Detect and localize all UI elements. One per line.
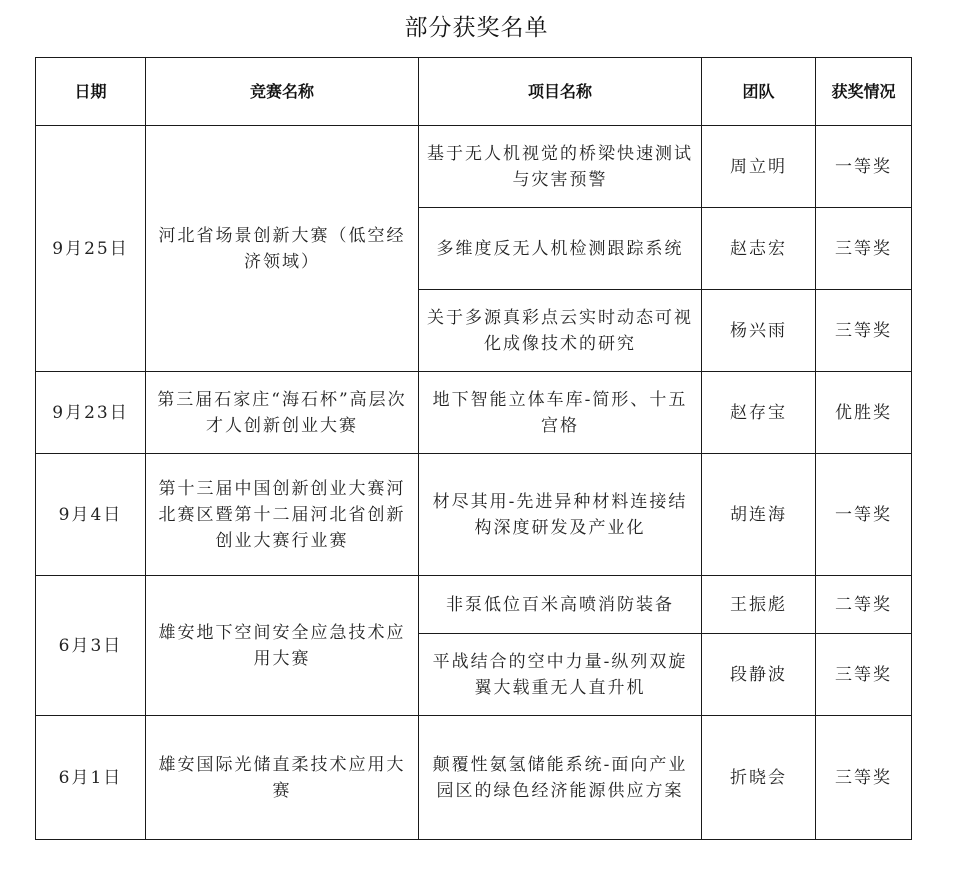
award-cell: 三等奖 [816, 290, 912, 372]
award-cell: 二等奖 [816, 576, 912, 634]
project-cell: 颠覆性氨氢储能系统-面向产业园区的绿色经济能源供应方案 [419, 716, 702, 840]
team-cell: 赵志宏 [702, 208, 816, 290]
project-cell: 基于无人机视觉的桥梁快速测试与灾害预警 [419, 126, 702, 208]
table-row [36, 454, 912, 576]
award-cell: 优胜奖 [816, 372, 912, 454]
header-competition: 竞赛名称 [146, 58, 419, 126]
awards-table [35, 57, 912, 840]
project-cell: 关于多源真彩点云实时动态可视化成像技术的研究 [419, 290, 702, 372]
award-cell: 三等奖 [816, 208, 912, 290]
competition-cell: 第三届石家庄“海石杯”高层次才人创新创业大赛 [146, 372, 419, 454]
award-cell: 一等奖 [816, 126, 912, 208]
team-cell: 折晓会 [702, 716, 816, 840]
date-cell: 6月3日 [36, 576, 146, 716]
team-cell: 王振彪 [702, 576, 816, 634]
date-cell: 6月1日 [36, 716, 146, 840]
date-cell: 9月4日 [36, 454, 146, 576]
header-project: 项目名称 [419, 58, 702, 126]
project-cell: 非泵低位百米高喷消防装备 [419, 576, 702, 634]
competition-cell: 雄安国际光储直柔技术应用大赛 [146, 716, 419, 840]
project-cell: 平战结合的空中力量-纵列双旋翼大载重无人直升机 [419, 634, 702, 716]
header-row [36, 58, 912, 126]
competition-cell: 河北省场景创新大赛（低空经济领域） [146, 126, 419, 372]
header-date: 日期 [36, 58, 146, 126]
team-cell: 胡连海 [702, 454, 816, 576]
award-cell: 三等奖 [816, 634, 912, 716]
table-row [36, 372, 912, 454]
team-cell: 周立明 [702, 126, 816, 208]
team-cell: 杨兴雨 [702, 290, 816, 372]
table-row [36, 716, 912, 840]
header-team: 团队 [702, 58, 816, 126]
date-cell: 9月25日 [36, 126, 146, 372]
competition-cell: 第十三届中国创新创业大赛河北赛区暨第十二届河北省创新创业大赛行业赛 [146, 454, 419, 576]
table-row [36, 576, 912, 634]
page-title: 部分获奖名单 [404, 15, 549, 41]
table-row [36, 126, 912, 208]
award-cell: 三等奖 [816, 716, 912, 840]
competition-cell: 雄安地下空间安全应急技术应用大赛 [146, 576, 419, 716]
project-cell: 地下智能立体车库-简形、十五宫格 [419, 372, 702, 454]
project-cell: 材尽其用-先进异种材料连接结构深度研发及产业化 [419, 454, 702, 576]
team-cell: 段静波 [702, 634, 816, 716]
date-cell: 9月23日 [36, 372, 146, 454]
project-cell: 多维度反无人机检测跟踪系统 [419, 208, 702, 290]
header-award: 获奖情况 [816, 58, 912, 126]
award-cell: 一等奖 [816, 454, 912, 576]
team-cell: 赵存宝 [702, 372, 816, 454]
